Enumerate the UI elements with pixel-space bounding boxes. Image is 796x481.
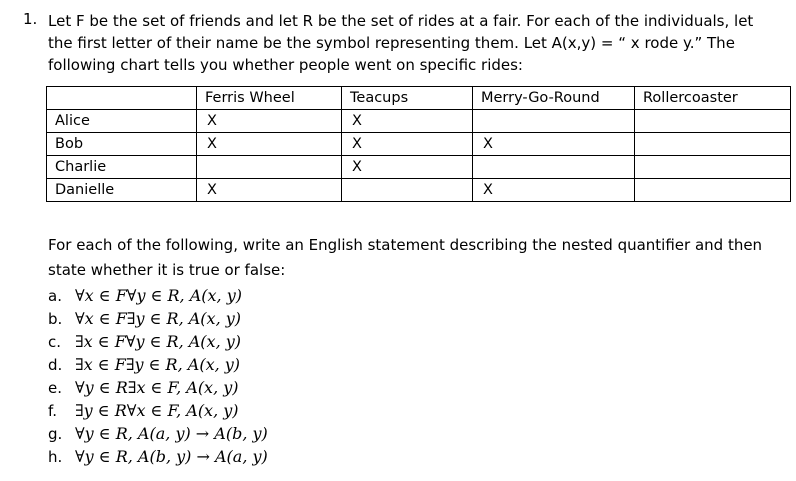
- instructions: [48, 233, 788, 283]
- item-label: b.: [48, 309, 63, 328]
- friend-name-cell: Alice: [47, 110, 197, 133]
- table-row: [47, 133, 791, 156]
- item-formula: ∀y ∈ R∃x ∈ F, A(x, y): [75, 378, 239, 397]
- item-label: g.: [48, 424, 63, 443]
- table-row: [47, 110, 791, 133]
- table-header-cell: [47, 87, 197, 110]
- item-formula: ∀y ∈ R, A(a, y) → A(b, y): [75, 424, 268, 443]
- ride-cell: [635, 110, 791, 133]
- item-label: f.: [48, 401, 57, 420]
- ride-cell: X: [473, 179, 635, 202]
- question-number: 1.: [23, 10, 38, 28]
- ride-cell: X: [473, 133, 635, 156]
- intro-line: following chart tells you whether people went on specific rides:: [48, 56, 523, 74]
- quantifier-list: [48, 284, 268, 468]
- list-item: [48, 307, 268, 330]
- item-label: c.: [48, 332, 62, 351]
- rides-table: [46, 86, 791, 202]
- intro-line: the first letter of their name be the symbol representing them. Let A(x,y) = “ x rode y.” The: [48, 34, 735, 52]
- list-item: [48, 399, 268, 422]
- ride-cell: [342, 179, 473, 202]
- list-item: [48, 422, 268, 445]
- table-header-cell: Merry-Go-Round: [473, 87, 635, 110]
- item-formula: ∃y ∈ R∀x ∈ F, A(x, y): [75, 401, 239, 420]
- ride-cell: X: [197, 110, 342, 133]
- ride-cell: [197, 156, 342, 179]
- table-header-row: [47, 87, 791, 110]
- table-row: [47, 156, 791, 179]
- list-item: [48, 376, 268, 399]
- instructions-line: For each of the following, write an English statement describing the nested quantifier and then: [48, 236, 763, 254]
- friend-name-cell: Charlie: [47, 156, 197, 179]
- item-label: d.: [48, 355, 63, 374]
- table-header-cell: Rollercoaster: [635, 87, 791, 110]
- item-label: e.: [48, 378, 62, 397]
- table-header-cell: Ferris Wheel: [197, 87, 342, 110]
- ride-cell: [635, 156, 791, 179]
- instructions-line: state whether it is true or false:: [48, 261, 286, 279]
- ride-cell: [635, 133, 791, 156]
- intro-line: Let F be the set of friends and let R be the set of rides at a fair. For each of the individuals, let: [48, 12, 754, 30]
- list-item: [48, 353, 268, 376]
- ride-cell: X: [342, 133, 473, 156]
- ride-cell: [473, 156, 635, 179]
- ride-cell: X: [197, 179, 342, 202]
- item-label: h.: [48, 447, 63, 466]
- friend-name-cell: Bob: [47, 133, 197, 156]
- table-header-cell: Teacups: [342, 87, 473, 110]
- item-formula: ∀y ∈ R, A(b, y) → A(a, y): [75, 447, 268, 466]
- item-label: a.: [48, 286, 62, 305]
- list-item: [48, 445, 268, 468]
- ride-cell: X: [342, 156, 473, 179]
- ride-cell: [473, 110, 635, 133]
- table-row: [47, 179, 791, 202]
- item-formula: ∀x ∈ F∀y ∈ R, A(x, y): [75, 286, 242, 305]
- friend-name-cell: Danielle: [47, 179, 197, 202]
- list-item: [48, 284, 268, 307]
- item-formula: ∃x ∈ F∀y ∈ R, A(x, y): [75, 332, 242, 351]
- list-item: [48, 330, 268, 353]
- ride-cell: X: [342, 110, 473, 133]
- item-formula: ∀x ∈ F∃y ∈ R, A(x, y): [75, 309, 242, 328]
- item-formula: ∃x ∈ F∃y ∈ R, A(x, y): [75, 355, 241, 374]
- ride-cell: X: [197, 133, 342, 156]
- question-intro: [48, 10, 788, 76]
- ride-cell: [635, 179, 791, 202]
